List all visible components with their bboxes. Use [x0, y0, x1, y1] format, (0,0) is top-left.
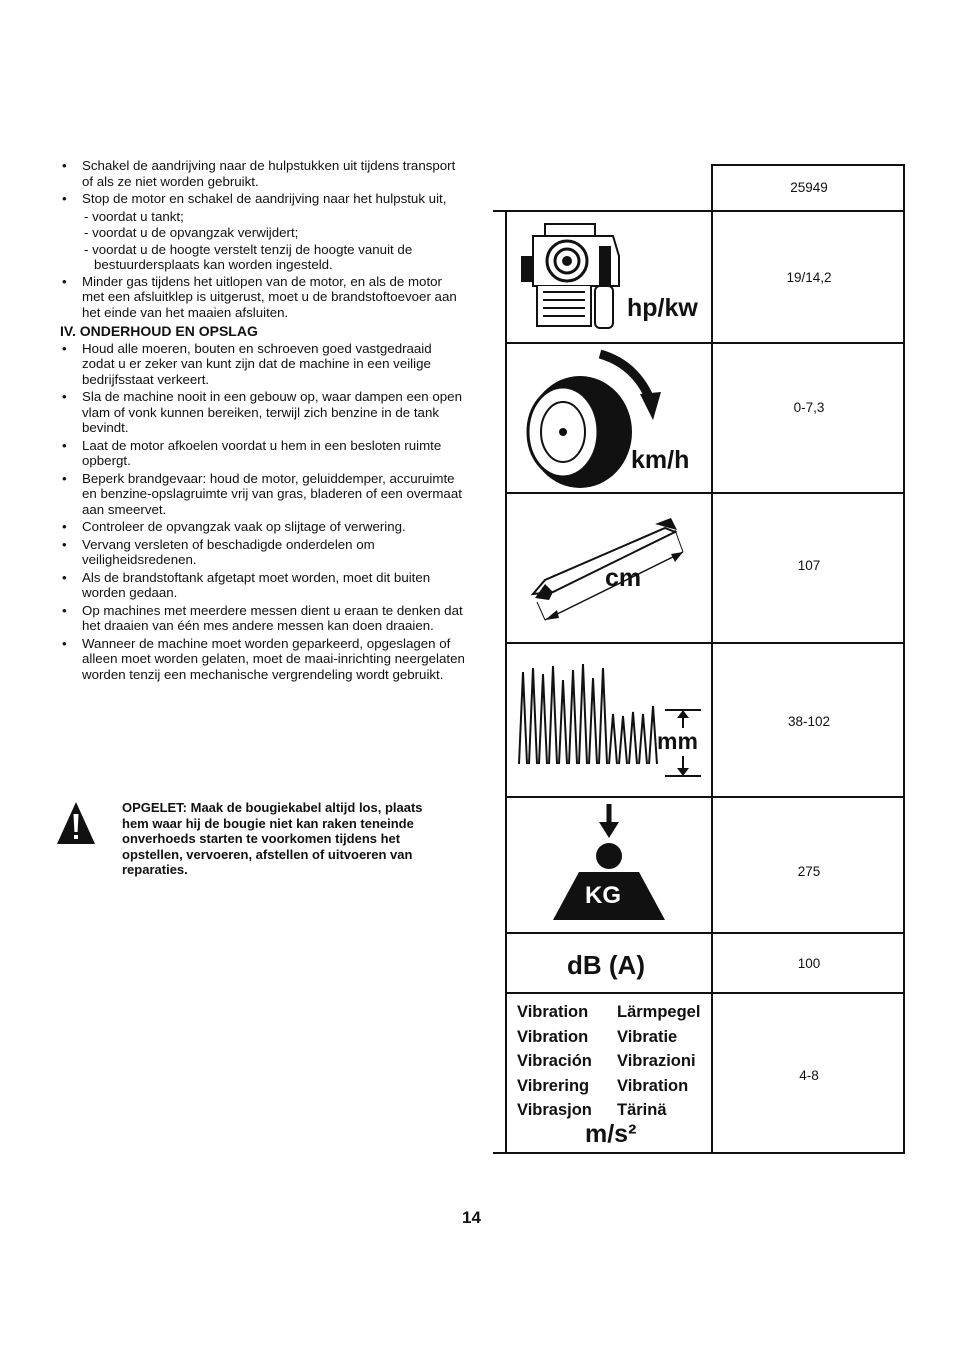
- sub-list-item: - voordat u tankt;: [84, 208, 184, 224]
- speed-unit-label: km/h: [631, 446, 690, 474]
- cutting-width-unit-label: cm: [605, 564, 642, 592]
- term: Vibración: [517, 1052, 592, 1071]
- noise-unit-label: dB (A): [567, 950, 645, 980]
- list-item: • Controleer de opvangzak vaak op slijtage of verwering.: [60, 519, 465, 535]
- list-item: • Stop de motor en schakel de aandrijving naar het hulpstuk uit,: [60, 191, 465, 207]
- section-heading: IV. ONDERHOUD EN OPSLAG: [60, 323, 258, 339]
- list-item: • Houd alle moeren, bouten en schroeven goed vastgedraaid zodat u er zeker van kunt zijn dat de machine in een veilige bedrijfsstaat verkeert.: [60, 341, 465, 388]
- speed-cell: [505, 344, 711, 492]
- vibration-term-row: [517, 1000, 700, 1025]
- power-unit-label: hp/kw: [627, 294, 698, 322]
- sub-list-item: - voordat u de hoogte verstelt tenzij de hoogte vanuit de bestuurdersplaats kan worden ingesteld.: [84, 241, 413, 272]
- term: Vibrazioni: [617, 1052, 696, 1071]
- weight-icon: [505, 798, 705, 930]
- power-value: 19/14,2: [786, 270, 832, 285]
- list-item: • Als de brandstoftank afgetapt moet worden, moet dit buiten worden gedaan.: [60, 570, 465, 601]
- cutting-width-value: 107: [797, 558, 821, 573]
- speed-value: 0-7,3: [793, 400, 825, 415]
- vibration-value: 4-8: [799, 1068, 819, 1083]
- engine-icon: [515, 216, 635, 336]
- vibration-unit-label: m/s²: [585, 1120, 637, 1148]
- cutting-height-value: 38-102: [787, 714, 831, 729]
- grass-height-icon: [505, 644, 705, 794]
- cutting-height-unit-label: mm: [657, 728, 698, 754]
- spec-table: [505, 164, 905, 1154]
- vibration-terms: [517, 1000, 700, 1123]
- term: Vibration: [517, 1027, 589, 1046]
- vibration-term-row: [517, 1049, 700, 1074]
- instructions-column: [60, 158, 465, 684]
- list-item: • Op machines met meerdere messen dient u eraan te denken dat het draaien van één mes andere messen kan doen draaien.: [60, 603, 465, 634]
- term: Vibratie: [617, 1027, 678, 1046]
- page-number: 14: [462, 1208, 481, 1227]
- term: Vibrasjon: [517, 1101, 592, 1120]
- list-item: • Minder gas tijdens het uitlopen van de motor, en als de motor met een afsluitklep is uitgerust, moet u de brandstoftoevoer aan het einde van het maaien afsluiten.: [60, 274, 465, 321]
- cutting-height-cell: [505, 644, 711, 796]
- weight-value: 275: [797, 864, 821, 879]
- warning-block: [56, 800, 456, 890]
- weight-unit-label: KG: [585, 882, 621, 909]
- term: Lärmpegel: [617, 1003, 701, 1021]
- engine-power-cell: [505, 212, 711, 342]
- vibration-term-row: [517, 1025, 700, 1050]
- warning-text: OPGELET: Maak de bougiekabel altijd los, plaats hem waar hij de bougie niet kan raken teneinde onverhoeds starten te voorkomen tijdens het opstellen, vervoeren, afstellen of uitvoeren van reparaties.: [122, 800, 423, 877]
- weight-cell: [505, 798, 711, 932]
- warning-triangle-icon: [56, 800, 96, 846]
- term: Tärinä: [617, 1101, 667, 1120]
- noise-value: 100: [797, 956, 821, 971]
- vibration-term-row: [517, 1074, 700, 1099]
- sub-list-item: - voordat u de opvangzak verwijdert;: [84, 225, 299, 240]
- term: Vibration: [517, 1003, 589, 1021]
- term: Vibration: [617, 1076, 689, 1095]
- list-item: • Vervang versleten of beschadigde onderdelen om veiligheidsredenen.: [60, 537, 465, 568]
- list-item: • Beperk brandgevaar: houd de motor, geluiddemper, accuruimte en benzine-opslagruimte vrij van gras, bladeren of een overmaat aan smeervet.: [60, 471, 465, 518]
- list-item: • Schakel de aandrijving naar de hulpstukken uit tijdens transport of als ze niet worden gebruikt.: [60, 158, 465, 189]
- list-item: • Laat de motor afkoelen voordat u hem in een besloten ruimte opbergt.: [60, 438, 465, 469]
- cutting-width-cell: [505, 494, 711, 642]
- list-item: • Wanneer de machine moet worden geparkeerd, opgeslagen of alleen moet worden gelaten, moet de maai-inrichting neergelaten worden tenzij een mechanische vergrendeling wordt gebruikt.: [60, 636, 465, 683]
- list-item: • Sla de machine nooit in een gebouw op, waar dampen een open vlam of vonk kunnen bereiken, terwijl zich benzine in de tank bevindt.: [60, 389, 465, 436]
- term: Vibrering: [517, 1076, 590, 1095]
- model-number: 25949: [790, 180, 828, 195]
